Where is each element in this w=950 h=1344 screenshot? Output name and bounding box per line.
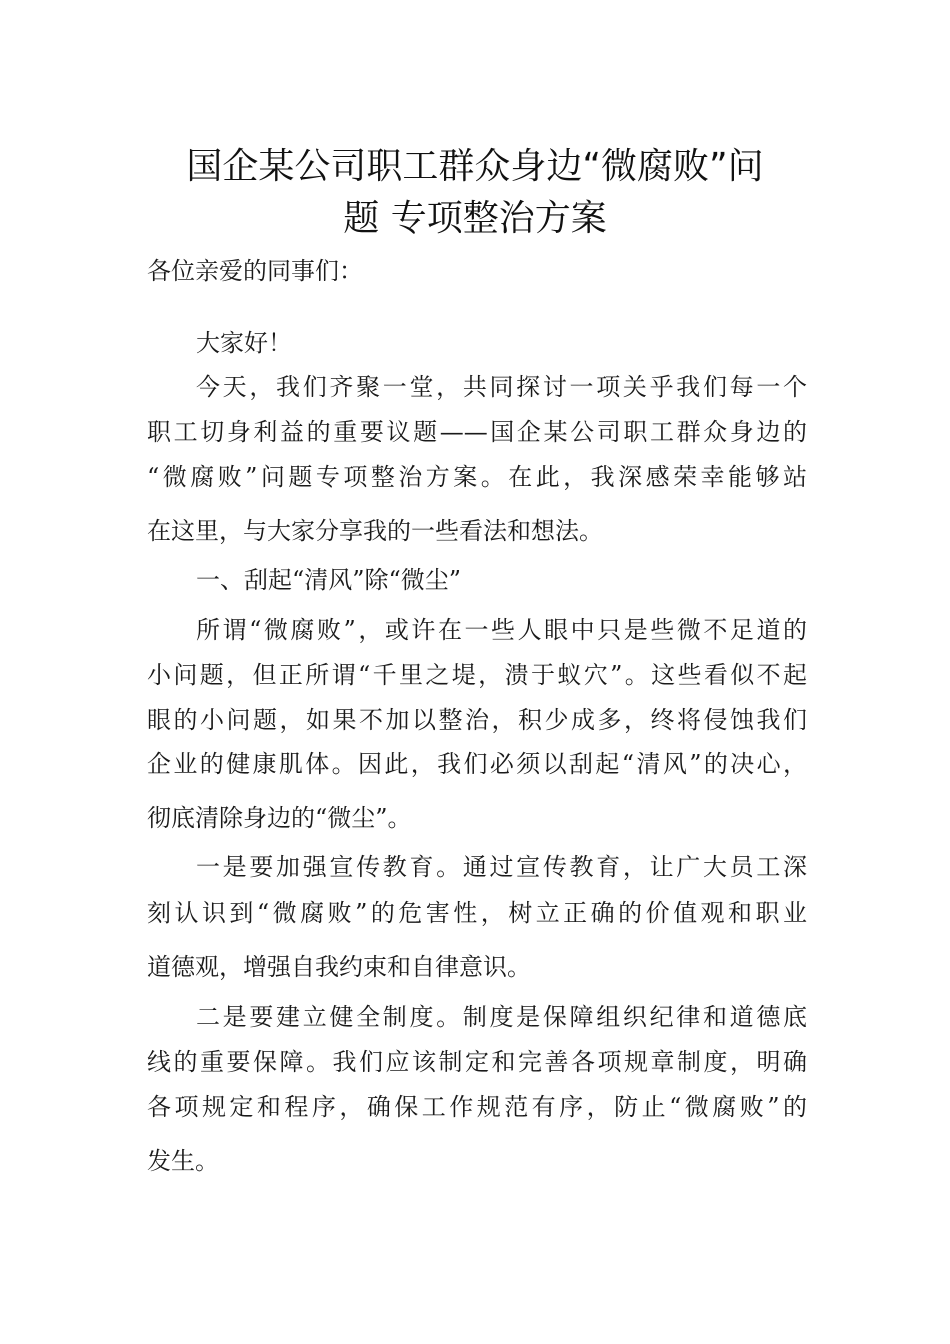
paragraph-line: 职工切身利益的重要议题——国企某公司职工群众身边的 [147, 418, 807, 446]
paragraph-line: 刻认识到“微腐败”的危害性，树立正确的价值观和职业 [147, 899, 807, 927]
paragraph-line: 眼的小问题，如果不加以整治，积少成多，终将侵蚀我们 [147, 706, 807, 734]
paragraph-line: 小问题，但正所谓“千里之堤，溃于蚁穴”。这些看似不起 [147, 661, 807, 689]
paragraph-line: 一是要加强宣传教育。通过宣传教育，让广大员工深 [196, 853, 807, 881]
paragraph-line: 企业的健康肌体。因此，我们必须以刮起“清风”的决心， [147, 750, 807, 778]
greeting: 大家好！ [196, 329, 292, 357]
paragraph-line: 道德观，增强自我约束和自律意识。 [147, 953, 531, 981]
paragraph-line: 所谓“微腐败”，或许在一些人眼中只是些微不足道的 [196, 616, 807, 644]
paragraph-line: 各项规定和程序，确保工作规范有序，防止“微腐败”的 [147, 1093, 807, 1121]
paragraph-line: 二是要建立健全制度。制度是保障组织纪律和道德底 [196, 1003, 807, 1031]
paragraph-line: 线的重要保障。我们应该制定和完善各项规章制度，明确 [147, 1048, 807, 1076]
paragraph-line: 发生。 [147, 1147, 219, 1175]
paragraph-line: 在这里，与大家分享我的一些看法和想法。 [147, 517, 603, 545]
paragraph-line: “微腐败”问题专项整治方案。在此，我深感荣幸能够站 [147, 463, 807, 491]
paragraph-line: 彻底清除身边的“微尘”。 [147, 804, 412, 832]
paragraph-line: 今天，我们齐聚一堂，共同探讨一项关乎我们每一个 [196, 373, 807, 401]
document-title-line-1: 国企某公司职工群众身边“微腐败”问 [186, 146, 764, 187]
document-title-line-2: 题 专项整治方案 [343, 198, 607, 239]
salutation: 各位亲爱的同事们： [147, 257, 363, 285]
section-heading: 一、刮起“清风”除“微尘” [196, 566, 462, 594]
